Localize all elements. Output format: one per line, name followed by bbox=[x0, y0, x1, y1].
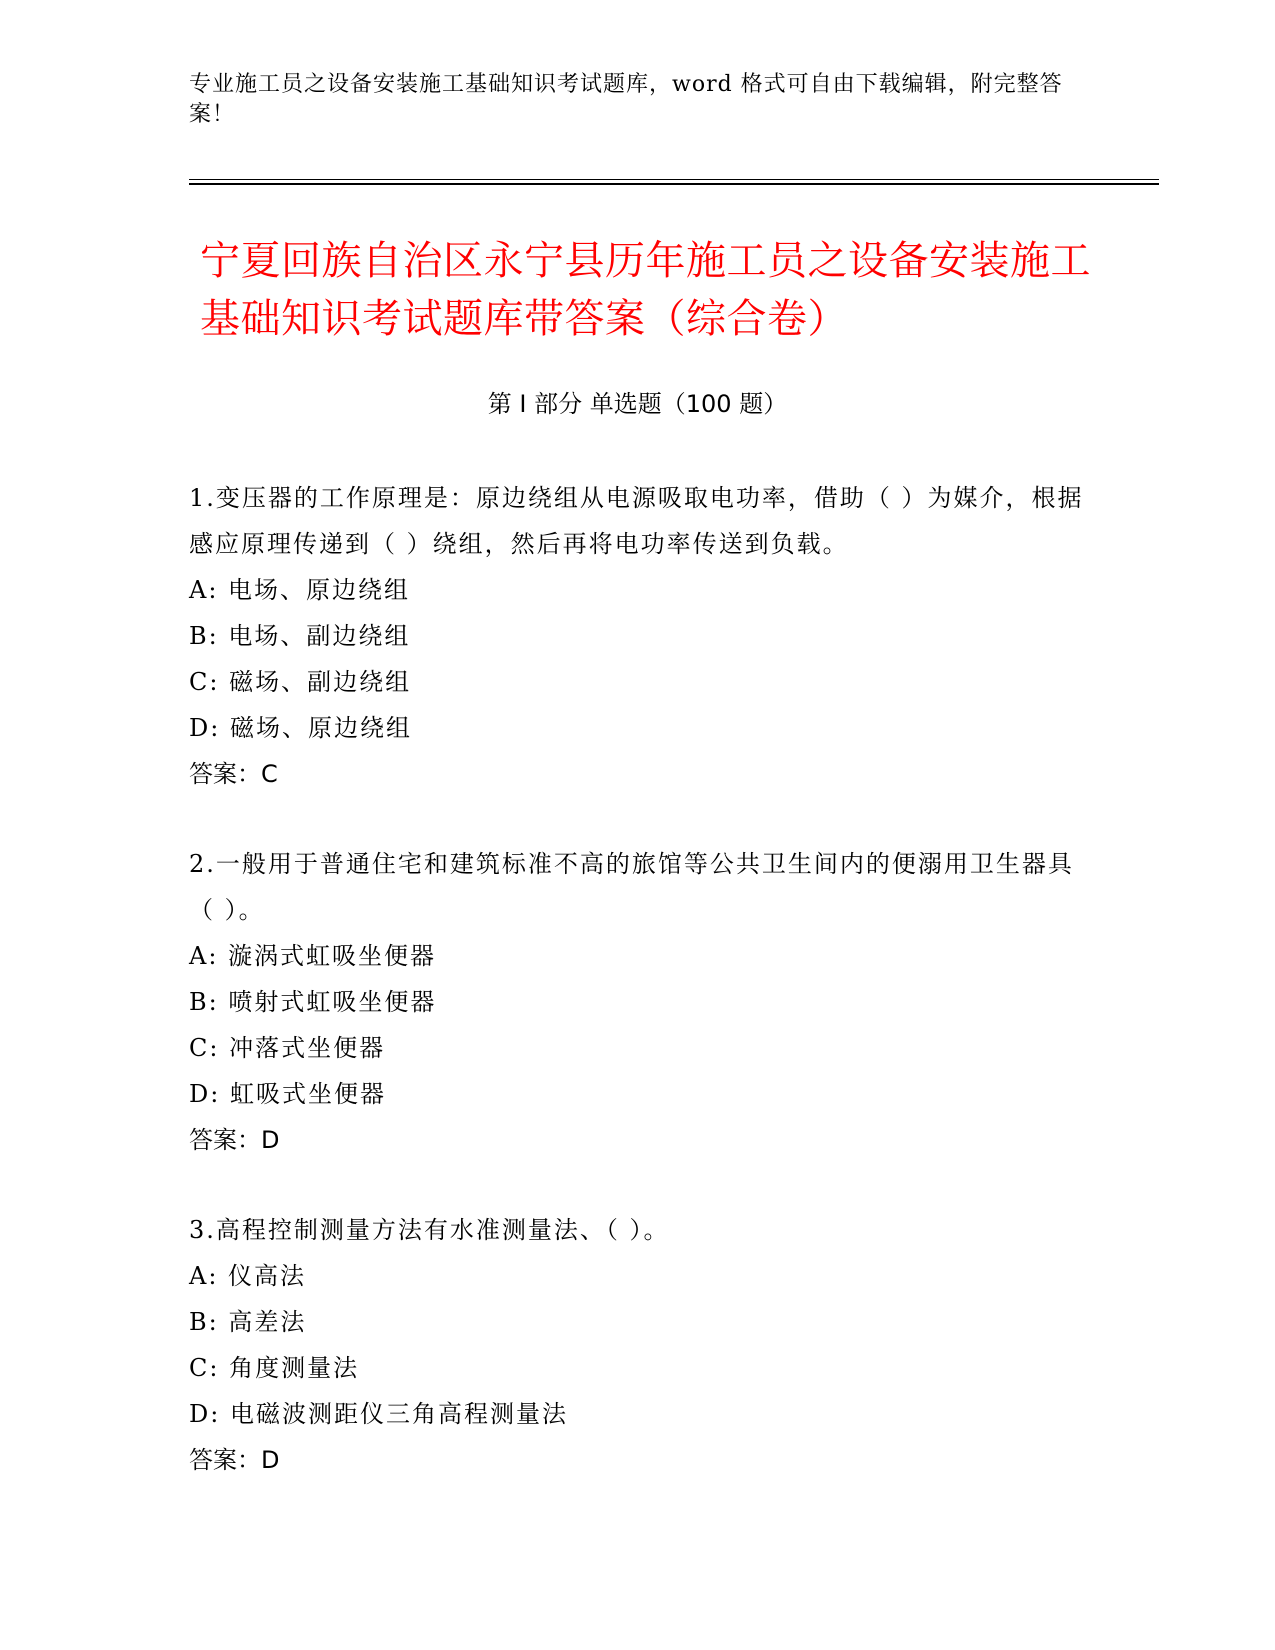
question-list bbox=[189, 475, 1089, 1527]
section-heading: 第 I 部分 单选题（100 题） bbox=[487, 390, 788, 418]
option-b: B: 喷射式虹吸坐便器 bbox=[189, 988, 437, 1016]
answer-line: 答案：D bbox=[189, 1446, 280, 1474]
option-b: B: 电场、副边绕组 bbox=[189, 622, 411, 650]
question-1 bbox=[189, 475, 1089, 797]
question-3 bbox=[189, 1207, 1089, 1483]
question-stem: 1.变压器的工作原理是：原边绕组从电源吸取电功率，借助（ ）为媒介，根据感应原理传递到（ ）绕组，然后再将电功率传送到负载。 bbox=[189, 484, 1084, 558]
question-stem: 3.高程控制测量方法有水准测量法、（ ）。 bbox=[189, 1216, 670, 1244]
option-d: D: 磁场、原边绕组 bbox=[189, 714, 412, 742]
answer-line: 答案：D bbox=[189, 1126, 280, 1154]
document-title: 宁夏回族自治区永宁县历年施工员之设备安装施工基础知识考试题库带答案（综合卷） bbox=[200, 238, 1091, 342]
option-d: D: 电磁波测距仪三角高程测量法 bbox=[189, 1400, 568, 1428]
header-note: 专业施工员之设备安装施工基础知识考试题库，word 格式可自由下载编辑，附完整答案！ bbox=[189, 72, 1063, 127]
option-d: D: 虹吸式坐便器 bbox=[189, 1080, 386, 1108]
option-c: C: 磁场、副边绕组 bbox=[189, 668, 412, 696]
option-b: B: 高差法 bbox=[189, 1308, 307, 1336]
header-divider-thick bbox=[189, 183, 1159, 185]
question-2 bbox=[189, 841, 1089, 1163]
question-stem: 2.一般用于普通住宅和建筑标准不高的旅馆等公共卫生间内的便溺用卫生器具（ ）。 bbox=[189, 850, 1074, 924]
option-c: C: 冲落式坐便器 bbox=[189, 1034, 386, 1062]
option-a: A: 仪高法 bbox=[189, 1262, 307, 1290]
option-c: C: 角度测量法 bbox=[189, 1354, 360, 1382]
option-a: A: 漩涡式虹吸坐便器 bbox=[189, 942, 437, 970]
header-divider-thin bbox=[189, 179, 1159, 180]
option-a: A: 电场、原边绕组 bbox=[189, 576, 411, 604]
answer-line: 答案：C bbox=[189, 760, 278, 788]
